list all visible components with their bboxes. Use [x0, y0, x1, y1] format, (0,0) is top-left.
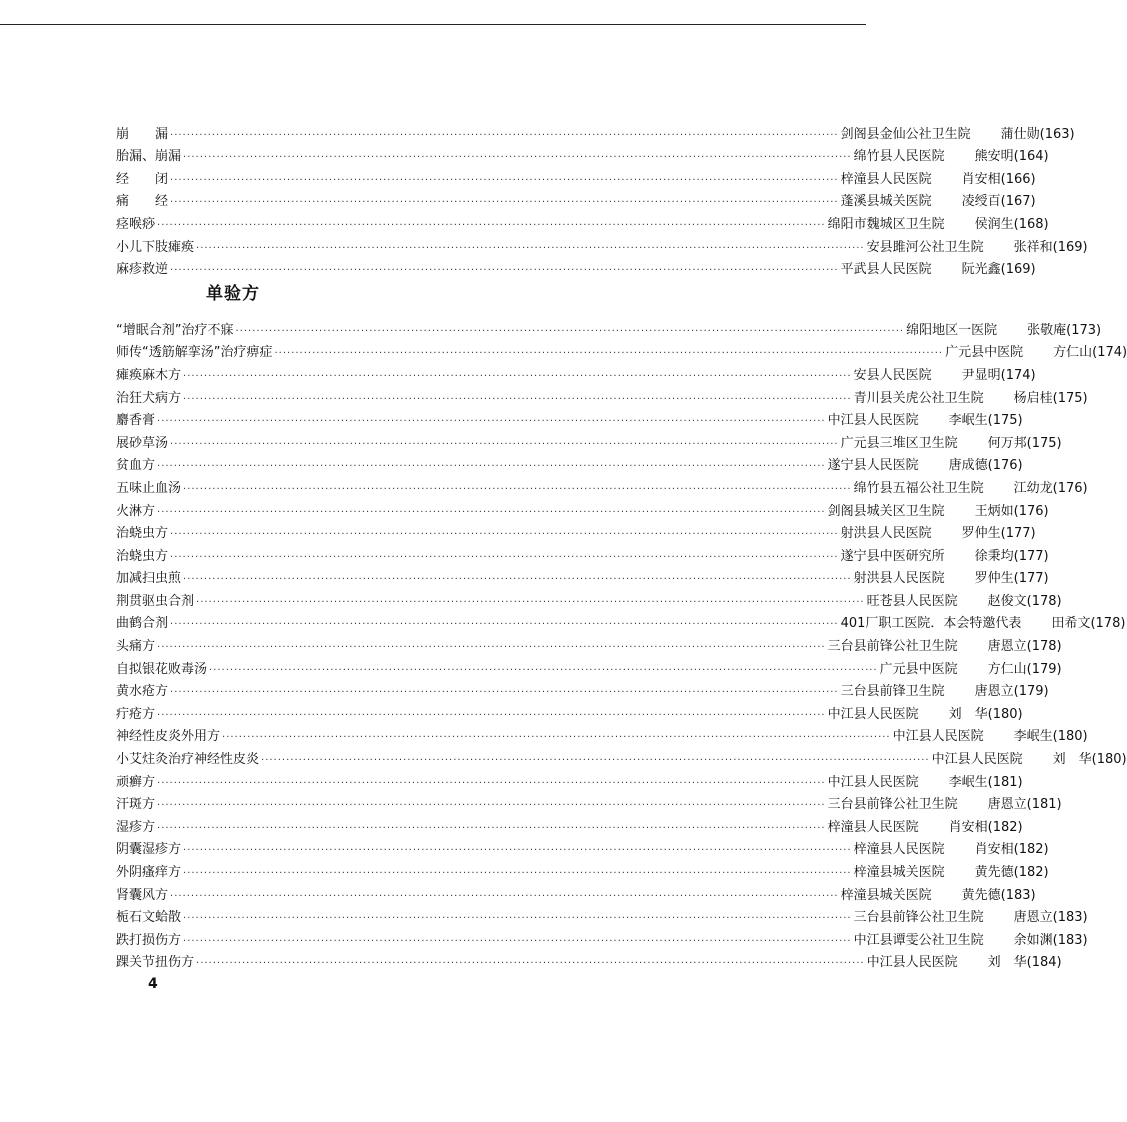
entry-source: 中江县谭雯公社卫生院	[853, 932, 984, 948]
entry-title: 五味止血汤	[116, 480, 182, 496]
dot-leader: ································································································································································	[183, 868, 852, 879]
dot-leader: ································································································································································	[183, 935, 852, 947]
dot-leader: ································································································································································	[183, 845, 852, 857]
entry-author: 唐恩立(181)	[987, 797, 1062, 813]
toc-entry	[116, 520, 1036, 543]
entry-source: 安县人民医院	[853, 367, 932, 383]
entry-source: 中江县人民医院	[827, 774, 919, 790]
entry-author: 蒲仕勋(163)	[1000, 126, 1075, 142]
toc-entry	[116, 407, 1023, 430]
entry-author: 何万邦(175)	[987, 435, 1062, 451]
entry-source: 绵竹县五福公社卫生院	[853, 480, 984, 496]
dot-leader: ································································································································································	[170, 438, 839, 450]
entry-source: 遂宁县人民医院	[827, 458, 919, 474]
entry-author: 唐恩立(178)	[987, 639, 1062, 655]
toc-entry	[116, 926, 1088, 949]
toc-entry	[116, 429, 1062, 452]
entry-author: 尹显明(174)	[961, 367, 1036, 383]
dot-leader: ································································································································································	[157, 709, 826, 721]
entry-title: “增眠合剂”治疗不寐	[116, 322, 234, 338]
entry-title: 火淋方	[116, 503, 156, 519]
dot-leader: ································································································································································	[170, 619, 839, 631]
toc-entry	[116, 339, 1127, 362]
entry-author: 张祥和(169)	[1013, 239, 1088, 255]
entry-title: 胎漏、崩漏	[116, 149, 182, 165]
table-of-contents	[116, 120, 1127, 971]
dot-leader: ································································································································································	[196, 596, 865, 608]
toc-entry	[116, 542, 1049, 565]
entry-author: 肖安相(182)	[974, 842, 1049, 858]
entry-author: 阮光鑫(169)	[961, 262, 1036, 278]
entry-author: 黄先德(183)	[961, 887, 1036, 903]
toc-entry	[116, 813, 1023, 836]
entry-source: 三台县前锋公社卫生院	[853, 910, 984, 926]
entry-title: 自拟银花败毒汤	[116, 661, 208, 677]
dot-leader: ································································································································································	[157, 800, 826, 812]
entry-title: 小儿下肢瘫痪	[116, 239, 195, 255]
toc-entry	[116, 316, 1102, 339]
toc-entry	[116, 361, 1036, 384]
entry-author: 罗仲生(177)	[961, 526, 1036, 542]
entry-author: 肖安相(182)	[948, 819, 1023, 835]
entry-author: 江幼龙(176)	[1013, 480, 1088, 496]
entry-title: 治蛲虫方	[116, 526, 169, 542]
entry-title: 经 闭	[116, 171, 169, 187]
entry-source: 旺苍县人民医院	[866, 593, 958, 609]
entry-title: 外阴瘙痒方	[116, 865, 182, 880]
entry-source: 射洪县人民医院	[853, 571, 945, 587]
entry-source: 梓潼县人民医院	[840, 171, 932, 187]
top-rule	[0, 24, 866, 25]
dot-leader: ································································································································································	[157, 642, 826, 654]
entry-author: 罗仲生(177)	[974, 571, 1049, 587]
toc-entry	[116, 384, 1088, 407]
entry-source: 三台县前锋公社卫生院	[827, 639, 958, 655]
entry-title: 头痛方	[116, 639, 156, 655]
toc-entry	[116, 655, 1062, 678]
toc-entry	[116, 497, 1049, 520]
entry-author: 唐成德(176)	[948, 458, 1023, 474]
entry-author: 方仁山(179)	[987, 661, 1062, 677]
dot-leader: ································································································································································	[157, 461, 826, 473]
entry-source: 梓潼县城关医院	[853, 865, 945, 880]
toc-entry	[116, 836, 1049, 859]
entry-source: 401厂职工医院．本会特邀代表	[840, 616, 1022, 632]
entry-author: 刘 华(180)	[1052, 752, 1127, 768]
entry-title: 展砂草汤	[116, 435, 169, 451]
entry-author: 李岷生(175)	[948, 413, 1023, 429]
entry-title: 疔疮方	[116, 706, 156, 722]
entry-source: 广元县三堆区卫生院	[840, 435, 958, 451]
dot-leader: ································································································································································	[157, 416, 826, 428]
entry-author: 刘 华(184)	[987, 955, 1062, 971]
entry-title: 麝香膏	[116, 413, 156, 429]
dot-leader: ································································································································································	[183, 574, 852, 586]
toc-entry	[116, 632, 1062, 655]
toc-entry	[116, 188, 1036, 211]
entry-author: 黄先德(182)	[974, 865, 1049, 880]
toc-entry	[116, 587, 1062, 610]
entry-author: 肖安相(166)	[961, 171, 1036, 187]
entry-source: 中江县人民医院	[931, 752, 1023, 768]
dot-leader: ································································································································································	[170, 265, 839, 277]
toc-entry	[116, 949, 1062, 972]
dot-leader: ································································································································································	[170, 551, 839, 563]
toc-entry	[116, 678, 1049, 701]
entry-source: 安县雎河公社卫生院	[866, 239, 984, 255]
entry-title: 曲鹤合剂	[116, 616, 169, 632]
entry-title: 师传“透筋解挛汤”治疗痹症	[116, 345, 273, 361]
entry-title: 跌打损伤方	[116, 932, 182, 948]
dot-leader: ································································································································································	[170, 197, 839, 209]
entry-source: 中江县人民医院	[827, 413, 919, 429]
entry-source: 梓潼县人民医院	[853, 842, 945, 858]
entry-title: 治蛲虫方	[116, 548, 169, 564]
toc-entry	[116, 474, 1088, 497]
entry-title: 顽癣方	[116, 774, 156, 790]
dot-leader: ································································································································································	[183, 152, 852, 164]
entry-author: 方仁山(174)	[1053, 345, 1127, 361]
entry-author: 凌绶百(167)	[961, 194, 1036, 210]
entry-source: 中江县人民医院	[866, 955, 958, 971]
entry-title: 踝关节扭伤方	[116, 955, 195, 971]
toc-entry	[116, 881, 1036, 904]
entry-source: 绵阳市魏城区卫生院	[827, 216, 945, 232]
entry-title: 汗斑方	[116, 797, 156, 813]
entry-source: 绵阳地区一医院	[906, 322, 998, 338]
entry-title: 湿疹方	[116, 819, 156, 835]
toc-entry	[116, 791, 1062, 814]
entry-title: 痛 经	[116, 194, 169, 210]
entry-title: 肾囊风方	[116, 887, 169, 903]
dot-leader: ································································································································································	[196, 242, 865, 254]
toc-entry	[116, 745, 1127, 768]
entry-author: 侯润生(168)	[974, 216, 1049, 232]
dot-leader: ································································································································································	[183, 393, 852, 405]
entry-title: 治狂犬病方	[116, 390, 182, 406]
entry-title: 瘫痪麻木方	[116, 367, 182, 383]
dot-leader: ································································································································································	[274, 348, 944, 360]
entry-title: 神经性皮炎外用方	[116, 729, 221, 745]
entry-source: 蓬溪县城关医院	[840, 194, 932, 210]
toc-entry	[116, 143, 1049, 166]
entry-author: 唐恩立(179)	[974, 684, 1049, 700]
entry-author: 李岷生(180)	[1013, 729, 1088, 745]
entry-author: 刘 华(180)	[948, 706, 1023, 722]
toc-list-top	[116, 120, 1088, 278]
toc-entry	[116, 210, 1049, 233]
entry-source: 梓潼县城关医院	[840, 887, 932, 903]
entry-source: 广元县中医院	[945, 345, 1024, 361]
dot-leader: ································································································································································	[170, 174, 839, 186]
toc-entry	[116, 610, 1126, 633]
entry-source: 梓潼县人民医院	[827, 819, 919, 835]
entry-author: 田希文(178)	[1051, 616, 1126, 632]
section-heading: 单验方	[206, 284, 260, 305]
entry-author: 李岷生(181)	[948, 774, 1023, 790]
toc-entry	[116, 723, 1088, 746]
dot-leader: ································································································································································	[222, 732, 891, 744]
dot-leader: ································································································································································	[157, 219, 826, 231]
entry-source: 广元县中医院	[879, 661, 958, 677]
toc-entry	[116, 256, 1036, 279]
entry-title: 荆贯驱虫合剂	[116, 593, 195, 609]
dot-leader: ································································································································································	[209, 664, 878, 676]
toc-entry	[116, 768, 1023, 791]
entry-source: 三台县前锋公社卫生院	[827, 797, 958, 813]
entry-source: 遂宁县中医研究所	[840, 548, 945, 564]
entry-source: 三台县前锋卫生院	[840, 684, 945, 700]
toc-entry	[116, 858, 1049, 881]
toc-entry	[116, 565, 1049, 588]
entry-source: 中江县人民医院	[827, 706, 919, 722]
entry-author: 余如渊(183)	[1013, 932, 1088, 948]
toc-entry	[116, 120, 1075, 143]
entry-source: 射洪县人民医院	[840, 526, 932, 542]
entry-title: 栀石文蛤散	[116, 910, 182, 926]
dot-leader: ································································································································································	[235, 325, 905, 337]
dot-leader: ································································································································································	[170, 890, 839, 902]
entry-title: 麻疹救逆	[116, 262, 169, 278]
page-number: 4	[148, 976, 158, 992]
toc-entry	[116, 452, 1023, 475]
dot-leader: ································································································································································	[261, 755, 930, 767]
toc-entry	[116, 700, 1023, 723]
dot-leader: ································································································································································	[183, 370, 852, 382]
entry-source: 青川县关虎公社卫生院	[853, 390, 984, 406]
entry-title: 阴囊湿疹方	[116, 842, 182, 858]
entry-title: 崩 漏	[116, 126, 169, 142]
entry-author: 赵俊文(178)	[987, 593, 1062, 609]
entry-source: 绵竹县人民医院	[853, 149, 945, 165]
entry-title: 痉喉痧	[116, 216, 156, 232]
dot-leader: ································································································································································	[170, 129, 839, 141]
toc-entry	[116, 233, 1088, 256]
entry-title: 黄水疮方	[116, 684, 169, 700]
dot-leader: ································································································································································	[170, 529, 839, 541]
toc-entry	[116, 904, 1088, 927]
dot-leader: ································································································································································	[170, 687, 839, 699]
entry-title: 加减扫虫煎	[116, 571, 182, 587]
dot-leader: ································································································································································	[157, 506, 826, 518]
entry-source: 剑阁县城关区卫生院	[827, 503, 945, 519]
dot-leader: ································································································································································	[183, 483, 852, 495]
entry-author: 唐恩立(183)	[1013, 910, 1088, 926]
entry-title: 贫血方	[116, 458, 156, 474]
entry-source: 剑阁县金仙公社卫生院	[840, 126, 971, 142]
entry-title: 小艾炷灸治疗神经性皮炎	[116, 752, 260, 768]
entry-source: 平武县人民医院	[840, 262, 932, 278]
dot-leader: ································································································································································	[183, 913, 852, 925]
entry-author: 熊安明(164)	[974, 149, 1049, 165]
toc-list-bottom	[116, 316, 1127, 971]
entry-author: 王炳如(176)	[974, 503, 1049, 519]
entry-source: 中江县人民医院	[892, 729, 984, 745]
dot-leader: ································································································································································	[157, 777, 826, 789]
entry-author: 徐秉均(177)	[974, 548, 1049, 564]
dot-leader: ································································································································································	[157, 822, 826, 834]
dot-leader: ································································································································································	[196, 958, 865, 970]
entry-author: 张敬庵(173)	[1027, 322, 1102, 338]
entry-author: 杨启桂(175)	[1013, 390, 1088, 406]
toc-entry	[116, 165, 1036, 188]
